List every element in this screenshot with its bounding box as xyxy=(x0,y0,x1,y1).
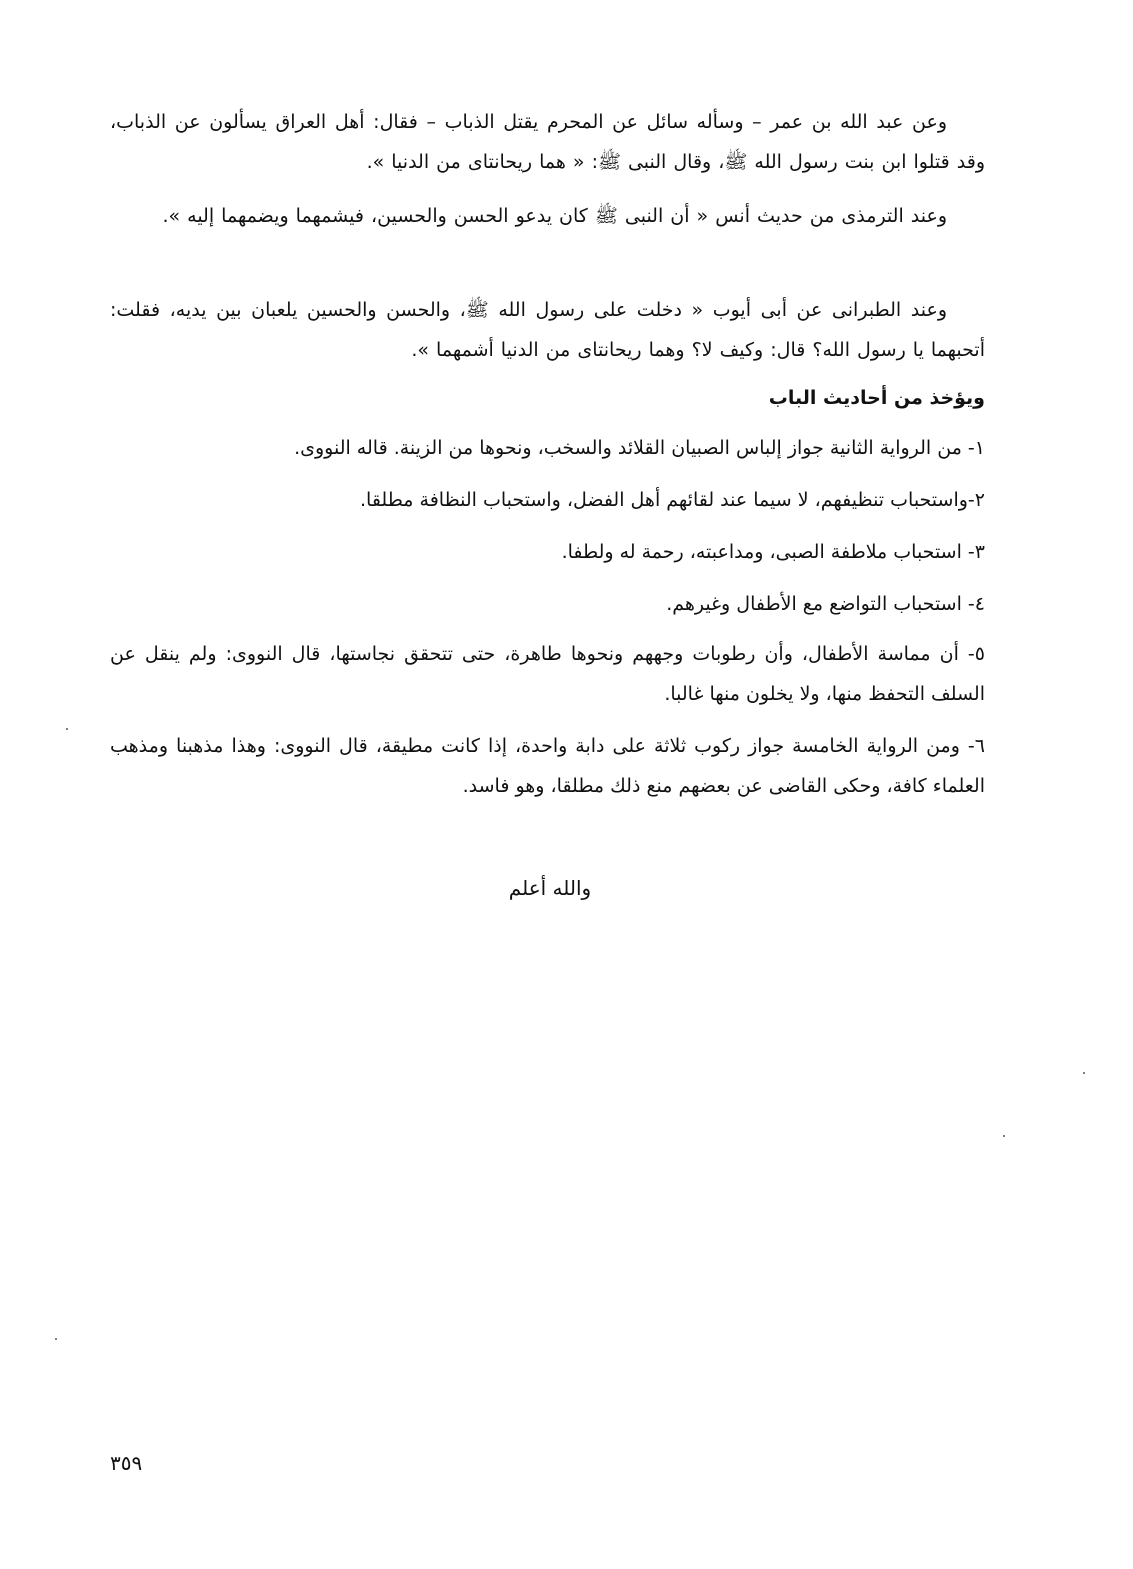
paragraph-text: وعن عبد الله بن عمر – وسأله سائل عن المحرم يقتل الذباب – فقال: أهل العراق يسألون عن الذباب، وقد قتلوا ابن بنت رسول الله ﷺ، وقال النبى ﷺ: « هما ريحانتاى من الدنيا ». xyxy=(110,111,985,173)
scan-speck xyxy=(66,728,68,730)
paragraph-tabarani xyxy=(110,290,985,370)
list-item xyxy=(110,634,985,714)
scan-speck xyxy=(55,1338,57,1340)
list-item-text: ٢-واستحباب تنظيفهم، لا سيما عند لقائهم أهل الفضل، واستحباب النظافة مطلقا. xyxy=(359,489,985,511)
section-heading: ويؤخذ من أحاديث الباب xyxy=(768,387,985,409)
list-item-text: ٣- استحباب ملاطفة الصبى، ومداعبته، رحمة له ولطفا. xyxy=(561,541,985,563)
paragraph-text: وعند الطبرانى عن أبى أيوب « دخلت على رسول الله ﷺ، والحسن والحسين يلعبان بين يديه، فقلت: أتحبهما يا رسول الله؟ قال: وكيف لا؟ وهما ريحانتاى من الدنيا أشمهما ». xyxy=(110,299,985,361)
list-item xyxy=(110,584,985,624)
scan-speck xyxy=(1003,1135,1005,1137)
paragraph-tirmidhi xyxy=(110,196,985,236)
closing-phrase: والله أعلم xyxy=(508,876,592,900)
list-item-text: ٤- استحباب التواضع مع الأطفال وغيرهم. xyxy=(666,593,985,615)
paragraph-ibn-umar xyxy=(110,102,985,182)
list-item xyxy=(110,726,985,806)
list-item-text: ١- من الرواية الثانية جواز إلباس الصبيان القلائد والسخب، ونحوها من الزينة. قاله النووى. xyxy=(294,437,985,459)
scan-speck xyxy=(1083,1072,1085,1074)
list-item-text: ٥- أن مماسة الأطفال، وأن رطوبات وجههم ونحوها طاهرة، حتى تتحقق نجاستها، قال النووى: ولم ينقل عن السلف التحفظ منها، ولا يخلون منها غالبا. xyxy=(110,643,985,705)
list-item-text: ٦- ومن الرواية الخامسة جواز ركوب ثلاثة على دابة واحدة، إذا كانت مطيقة، قال النووى: وهذا مذهبنا ومذهب العلماء كافة، وحكى القاضى عن بعضهم منع ذلك مطلقا، وهو فاسد. xyxy=(110,735,985,797)
list-item xyxy=(110,480,985,520)
list-item xyxy=(110,428,985,468)
list-item xyxy=(110,532,985,572)
paragraph-text: وعند الترمذى من حديث أنس « أن النبى ﷺ كان يدعو الحسن والحسين، فيشمهما ويضمهما إليه ». xyxy=(162,205,947,227)
page-number: ٣٥٩ xyxy=(110,1451,143,1475)
